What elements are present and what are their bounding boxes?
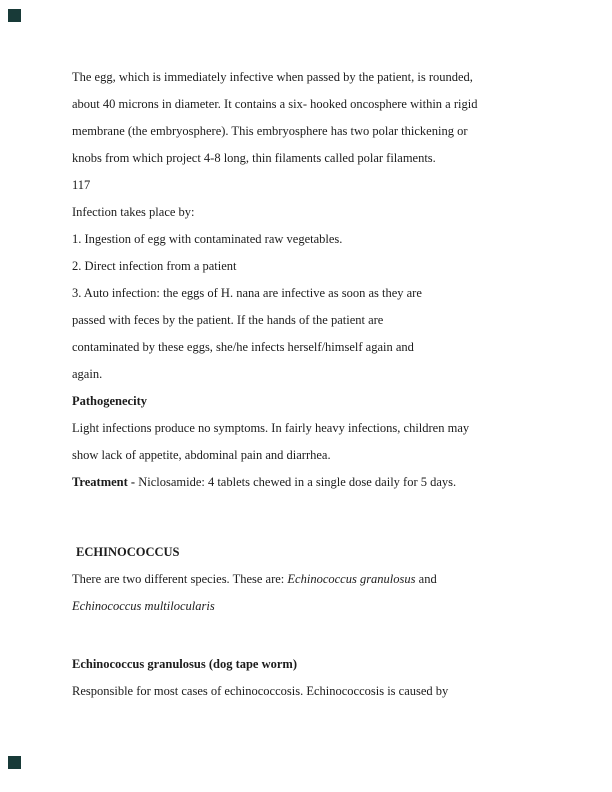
pathogenecity-heading: Pathogenecity [72, 394, 147, 408]
infection-intro: Infection takes place by: [72, 205, 195, 219]
infection-item-3-line-4: again. [72, 367, 103, 381]
corner-marker-bottom-left [8, 756, 21, 769]
echinococcus-heading: ECHINOCOCCUS [76, 545, 180, 559]
pathogenecity-line-2: show lack of appetite, abdominal pain and diarrhea. [72, 448, 331, 462]
infection-item-3-line-1: 3. Auto infection: the eggs of H. nana are infective as soon as they are [72, 286, 422, 300]
paragraph-egg-line-2: about 40 microns in diameter. It contains a six- hooked oncosphere within a rigid [72, 97, 478, 111]
pathogenecity-line-1: Light infections produce no symptoms. In fairly heavy infections, children may [72, 421, 470, 435]
infection-item-1: 1. Ingestion of egg with contaminated raw vegetables. [72, 232, 343, 246]
text-column [72, 64, 552, 705]
infection-item-3-line-2: passed with feces by the patient. If the hands of the patient are [72, 313, 384, 327]
corner-marker-top-left [8, 9, 21, 22]
species-2-name: Echinococcus multilocularis [72, 599, 215, 613]
paragraph-egg-line-1: The egg, which is immediately infective when passed by the patient, is rounded, [72, 70, 473, 84]
infection-item-3-line-3: contaminated by these eggs, she/he infects herself/himself again and [72, 340, 414, 354]
infection-item-2: 2. Direct infection from a patient [72, 259, 237, 273]
species-1-name: Echinococcus granulosus [287, 572, 416, 586]
paragraph-egg-line-3: membrane (the embryosphere). This embryosphere has two polar thickening or [72, 124, 468, 138]
granulosus-heading: Echinococcus granulosus (dog tape worm) [72, 657, 298, 671]
treatment-text: Niclosamide: 4 tablets chewed in a single dose daily for 5 days. [138, 475, 457, 489]
treatment-label: Treatment - [72, 475, 139, 489]
species-line-pre: There are two different species. These are: [72, 572, 288, 586]
echinococcus-species-line [72, 566, 552, 593]
page-number: 117 [72, 178, 91, 192]
species-line-post: and [415, 572, 437, 586]
paragraph-egg-line-4: knobs from which project 4-8 long, thin filaments called polar filaments. [72, 151, 436, 165]
granulosus-line-1: Responsible for most cases of echinococcosis. Echinococcosis is caused by [72, 684, 449, 698]
treatment-line [72, 469, 552, 496]
